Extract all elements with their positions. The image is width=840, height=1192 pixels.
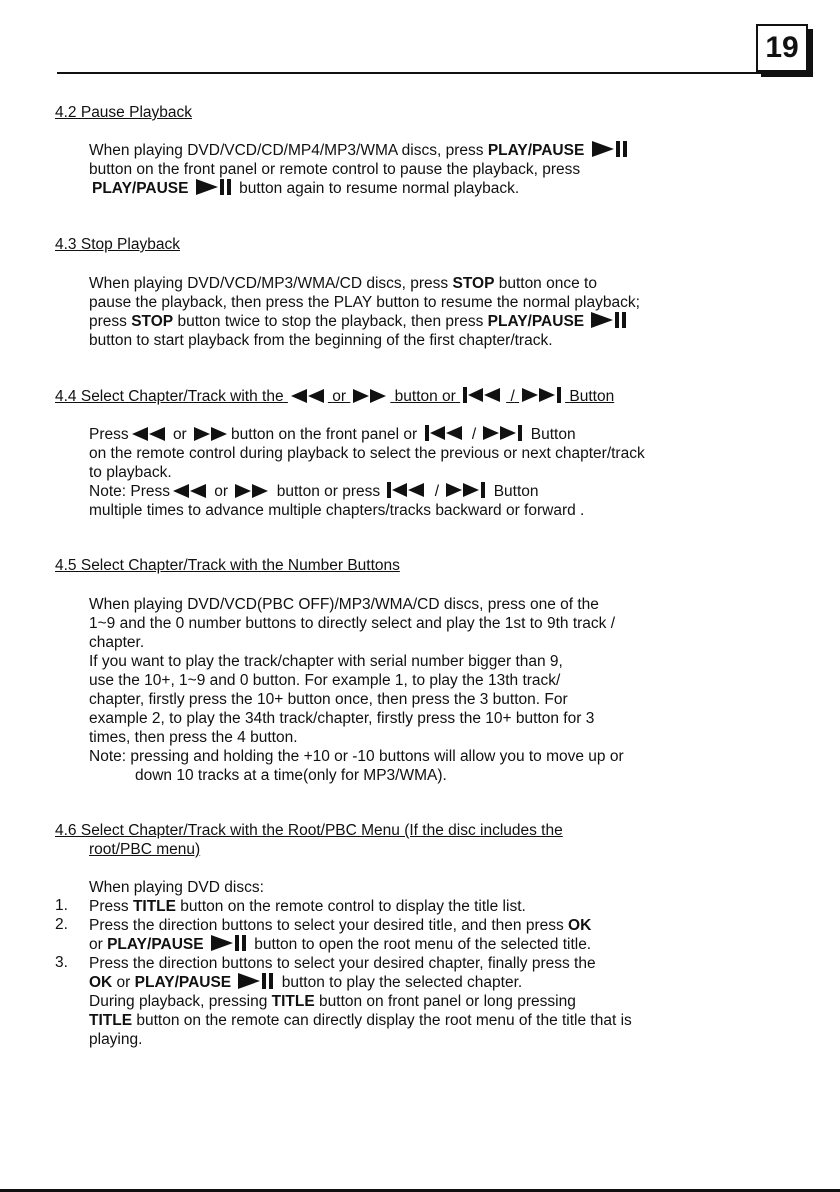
header-rule [57, 72, 783, 74]
s46-step-3: Press the direction buttons to select your desired chapter, finally press the [89, 955, 596, 972]
s46-step-3-line-4: TITLE button on the remote can directly display the root menu of the title that is [89, 1012, 632, 1029]
s46-intro: When playing DVD discs: [89, 879, 264, 896]
s46-step-3-line-5: playing. [89, 1031, 143, 1048]
section-4-3-heading: 4.3 Stop Playback [55, 236, 180, 253]
play-pause-icon [238, 973, 274, 989]
next-track-icon [446, 482, 486, 498]
s44-line-1: Press or button on the front panel or / Button [89, 426, 576, 443]
fast-forward-icon [353, 389, 387, 403]
s43-line-4: button to start playback from the beginning of the first chapter/track. [89, 332, 553, 349]
s46-step-3-line-3: During playback, pressing TITLE button on front panel or long pressing [89, 993, 576, 1010]
play-pause-icon [591, 312, 627, 328]
s46-step-3-cont: OK or PLAY/PAUSE button to play the selected chapter. [89, 974, 523, 991]
s45-line: chapter. [89, 634, 145, 651]
rewind-icon [132, 427, 166, 441]
previous-track-icon [425, 425, 465, 441]
fast-forward-icon [194, 427, 228, 441]
step-number: 2. [55, 916, 68, 933]
s46-step-2-cont: or PLAY/PAUSE button to open the root menu of the selected title. [89, 936, 592, 953]
s42-line-3: PLAY/PAUSE button again to resume normal playback. [92, 180, 520, 197]
previous-track-icon [463, 387, 503, 403]
s46-step-1: Press TITLE button on the remote control to display the title list. [89, 898, 526, 915]
play-pause-icon [211, 935, 247, 951]
previous-track-icon [387, 482, 427, 498]
s44-line-2: on the remote control during playback to select the previous or next chapter/track [89, 445, 645, 462]
section-4-4-heading: 4.4 Select Chapter/Track with the or button or / Button [55, 388, 615, 405]
next-track-icon [483, 425, 523, 441]
play-pause-icon [196, 179, 232, 195]
s44-line-3: to playback. [89, 464, 172, 481]
s42-line-2: button on the front panel or remote control to pause the playback, press [89, 161, 581, 178]
section-4-6-heading-cont: root/PBC menu) [89, 841, 201, 858]
s43-line-1: When playing DVD/VCD/MP3/WMA/CD discs, press STOP button once to [89, 275, 597, 292]
rewind-icon [291, 389, 325, 403]
section-4-2-heading: 4.2 Pause Playback [55, 104, 193, 121]
step-number: 3. [55, 954, 68, 971]
s45-line: chapter, firstly press the 10+ button once, then press the 3 button. For [89, 691, 568, 708]
s45-line: example 2, to play the 34th track/chapter, firstly press the 10+ button for 3 [89, 710, 595, 727]
rewind-icon [173, 484, 207, 498]
step-number: 1. [55, 897, 68, 914]
s45-line: use the 10+, 1~9 and 0 button. For example 1, to play the 13th track/ [89, 672, 561, 689]
s42-line-1: When playing DVD/VCD/CD/MP4/MP3/WMA discs, press PLAY/PAUSE [89, 141, 631, 161]
next-track-icon [522, 387, 562, 403]
s45-line: 1~9 and the 0 number buttons to directly select and play the 1st to 9th track / [89, 615, 616, 632]
s45-line-last: down 10 tracks at a time(only for MP3/WMA). [135, 767, 447, 784]
section-4-5-heading: 4.5 Select Chapter/Track with the Number Buttons [55, 557, 400, 574]
s45-line: When playing DVD/VCD(PBC OFF)/MP3/WMA/CD discs, press one of the [89, 596, 599, 613]
s44-line-4: Note: Press or button or press / Button [89, 483, 539, 500]
play-pause-icon [592, 141, 628, 157]
s43-line-2: pause the playback, then press the PLAY button to resume the normal playback; [89, 294, 640, 311]
s44-line-5: multiple times to advance multiple chapters/tracks backward or forward . [89, 502, 585, 519]
page-number: 19 [756, 24, 808, 72]
s46-step-2: Press the direction buttons to select your desired title, and then press OK [89, 917, 592, 934]
s45-line: times, then press the 4 button. [89, 729, 298, 746]
s43-line-3: press STOP button twice to stop the playback, then press PLAY/PAUSE [89, 312, 630, 332]
section-4-6-heading: 4.6 Select Chapter/Track with the Root/PBC Menu (If the disc includes the [55, 822, 563, 839]
s45-line: Note: pressing and holding the +10 or -10 buttons will allow you to move up or [89, 748, 624, 765]
fast-forward-icon [235, 484, 269, 498]
s45-line: If you want to play the track/chapter with serial number bigger than 9, [89, 653, 563, 670]
